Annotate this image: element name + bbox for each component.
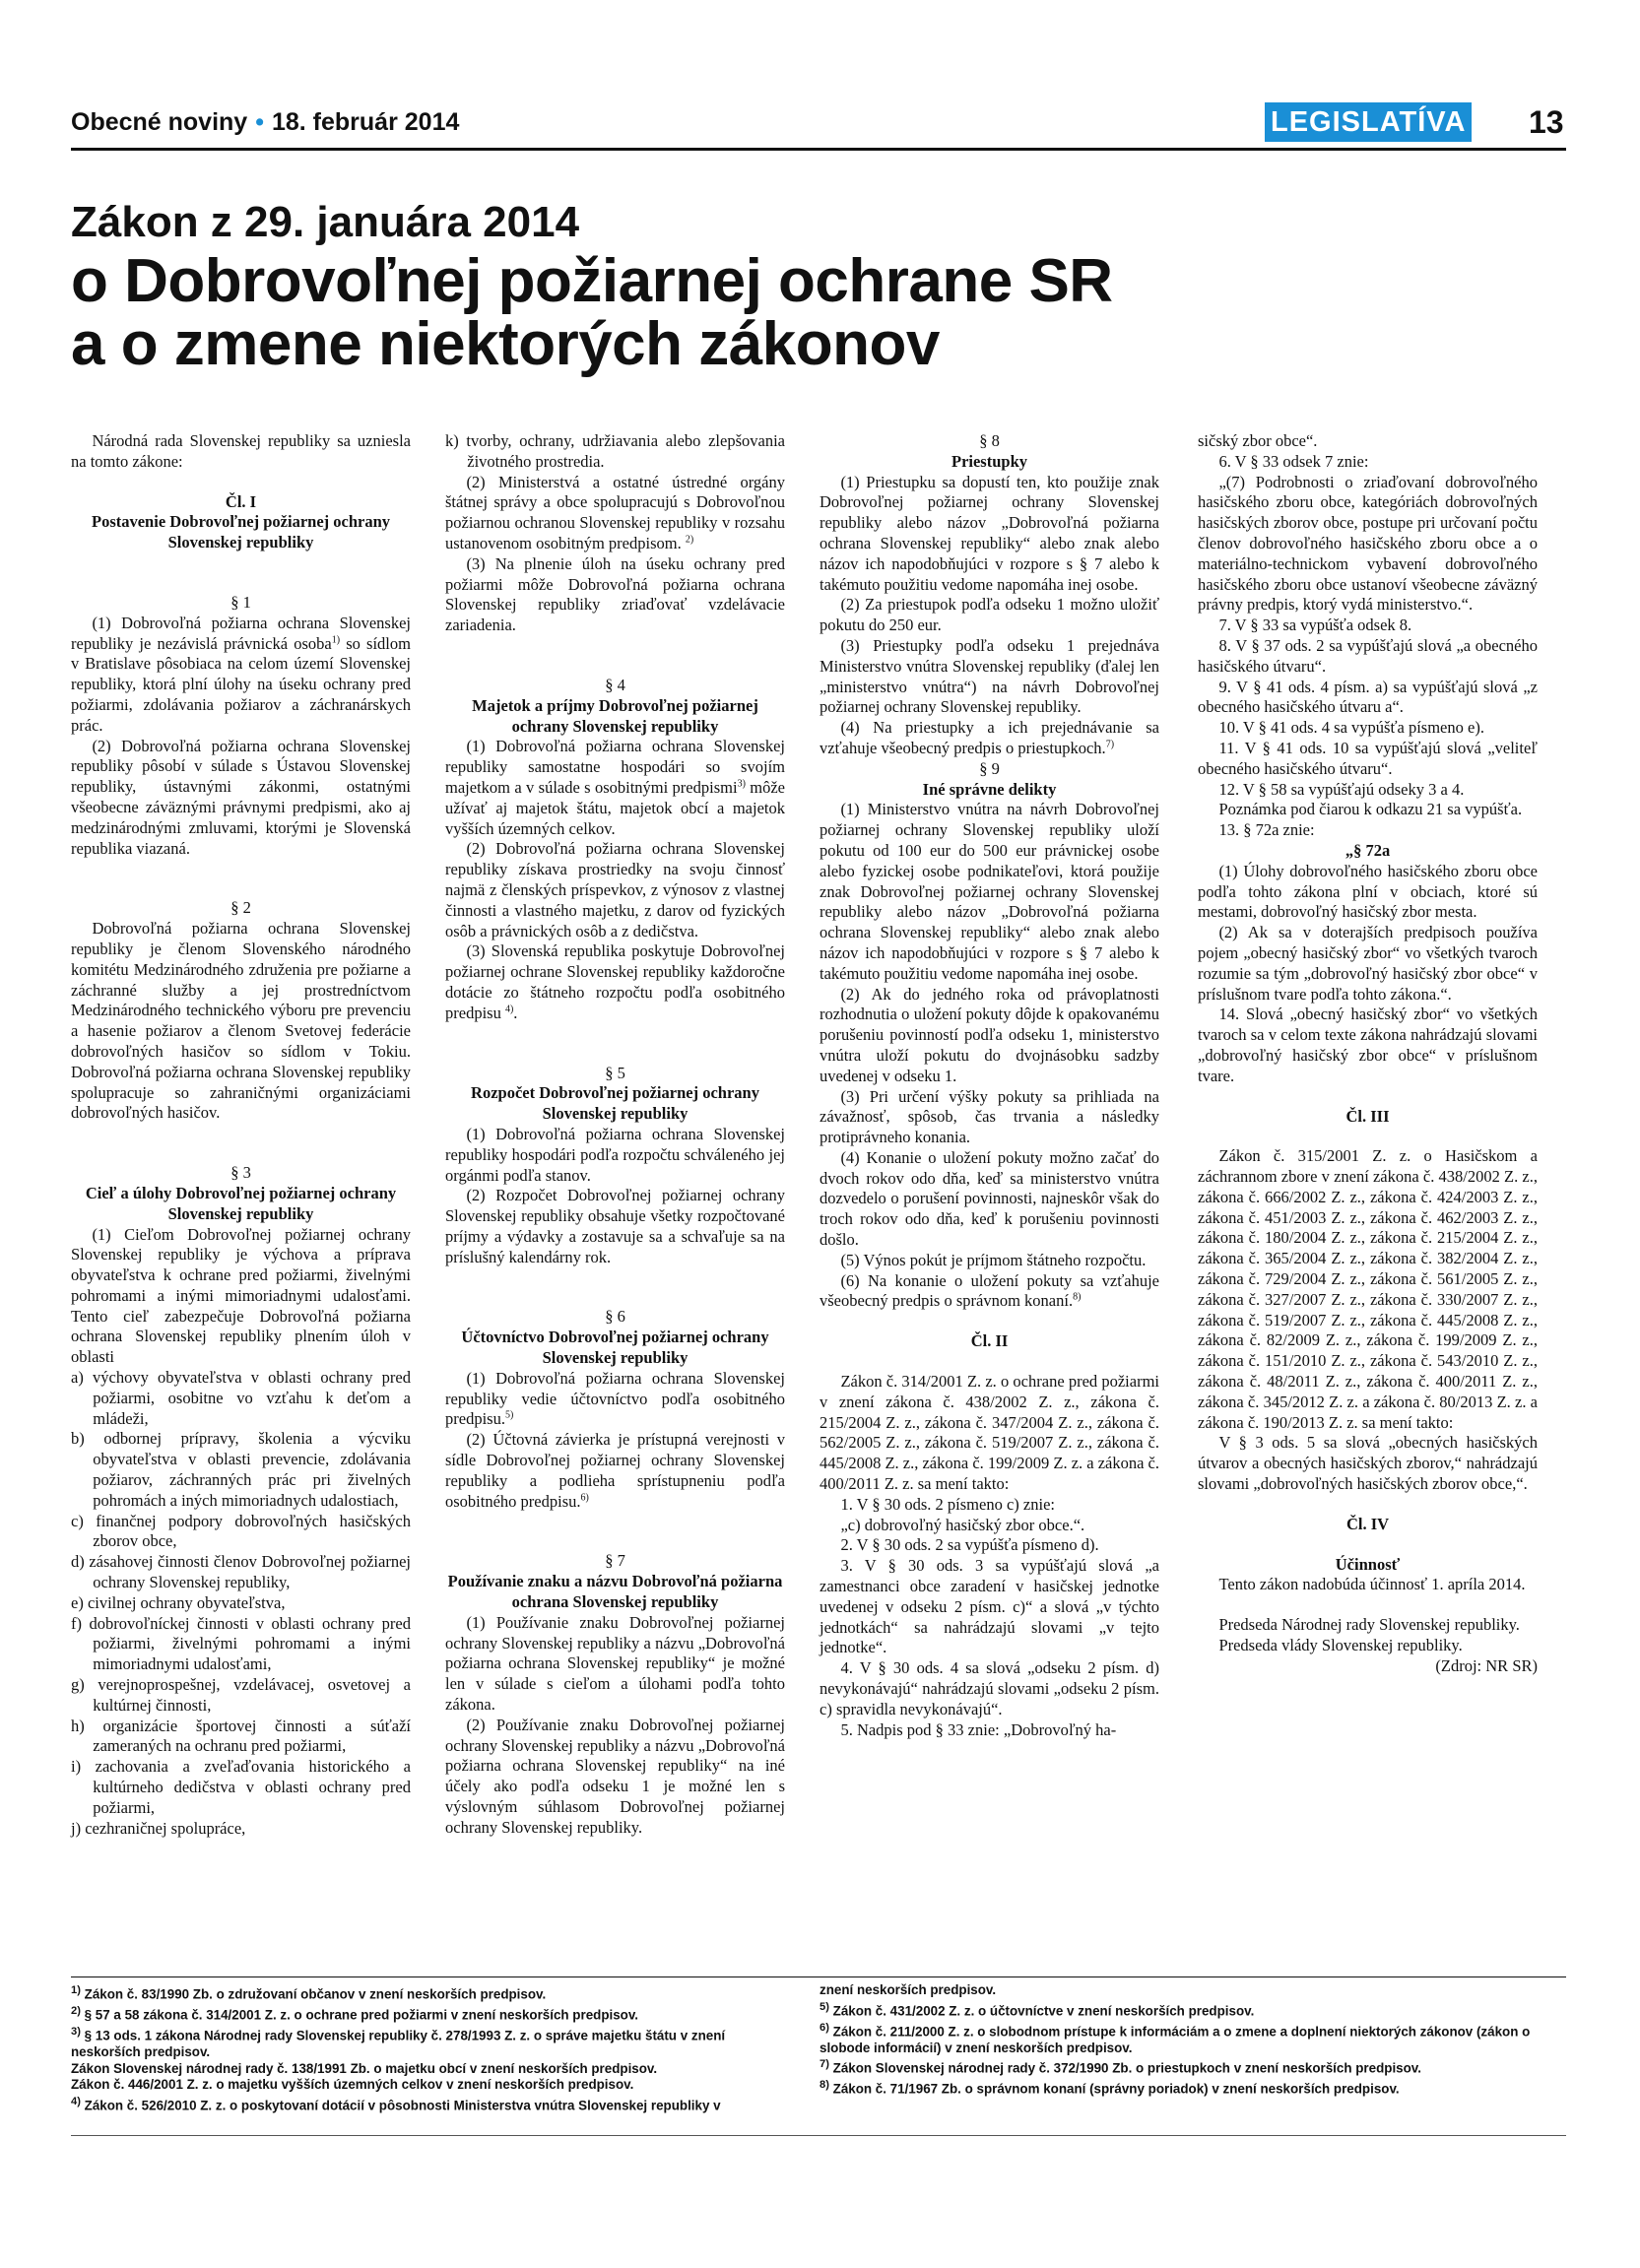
paragraph: (1) Ministerstvo vnútra na návrh Dobrovoľnej požiarnej ochrany Slovenskej republiky uloží pokutu od 100 eur do 500 eur právnickej osobe alebo fyzickej osobe podnikateľovi, ktorá použije znak Dobrovoľnej požiarnej ochrany Slovenskej republiky alebo názov „Dobrovoľná požiarna ochrana Slovenskej republiky“ alebo znak alebo názov ich napodobňujúci v rozpore s § 7 alebo k takémuto použitiu vedome napomáha inej osobe.	[820, 800, 1159, 983]
section-heading-4: § 4	[605, 675, 625, 694]
section-heading-8-title: Priestupky	[951, 451, 1027, 471]
amendment-quote: „c) dobrovoľný hasičský zbor obce.“.	[840, 1515, 1085, 1534]
footnote: $^{3)}$ § 13 ods. 1 zákona Národnej rady Slovenskej republiky č. 278/1993 Z. z. o správe majetku štátu v znení neskorších predpisov.	[71, 2026, 726, 2060]
section-heading-7: § 7	[605, 1551, 625, 1571]
paragraph: (3) Na plnenie úloh na úseku ochrany pred požiarmi môže Dobrovoľná požiarna ochrana Slovenskej republiky zriaďovať vzdelávacie zariadenia.	[445, 553, 785, 635]
section-heading-3: § 3	[230, 1163, 251, 1183]
paragraph: (2) Ak do jedného roka od právoplatnosti rozhodnutia o uložení pokuty dôjde k opakovanému porušeniu povinností podľa odseku 1, ministerstvo vnútra uloží pokutu do dvojnásobku sadzby uvedenej v odseku 1.	[820, 984, 1159, 1085]
section-heading-5: § 5	[605, 1063, 625, 1082]
source-credit: (Zdroj: NR SR)	[1435, 1655, 1538, 1675]
footnote: $^{5)}$ Zákon č. 431/2002 Z. z. o účtovníctve v znení neskorších predpisov.	[820, 2000, 1255, 2019]
paragraph: (2) Za priestupok podľa odseku 1 možno uložiť pokutu do 250 eur.	[820, 595, 1159, 635]
article-heading-1: Čl. I	[225, 491, 257, 511]
footnotes-left	[71, 1982, 790, 2114]
footnote-ref: 7)	[1105, 739, 1115, 750]
footnote: $^{2)}$ § 57 a 58 zákona č. 314/2001 Z. z. o ochrane pred požiarmi v znení neskorších predpisov.	[71, 2005, 639, 2023]
section-heading-5-title: Rozpočet Dobrovoľnej požiarnej ochrany Slovenskej republiky	[471, 1083, 759, 1124]
section-heading-2: § 2	[230, 898, 251, 918]
section-heading-7-title: Používanie znaku a názvu Dobrovoľná požiarna ochrana Slovenskej republiky	[447, 1572, 783, 1612]
text-column-2	[445, 431, 785, 1839]
footnote: $^{8)}$ Zákon č. 71/1967 Zb. o správnom konaní (správny poriadok) v znení neskorších predpisov.	[820, 2079, 1400, 2097]
footnote: $^{1)}$ Zákon č. 83/1990 Zb. o združovaní občanov v znení neskorších predpisov.	[71, 1984, 547, 2002]
amendment-item: 14. Slová „obecný hasičský zbor“ vo všetkých tvaroch sa v celom texte zákona nahrádzajú slovami „dobrovoľný hasičský zbor obce“ v príslušnom tvare.	[1198, 1004, 1538, 1085]
list-item: f) dobrovoľníckej činnosti v oblasti ochrany pred požiarmi, živelnými pohromami a inými mimoriadnymi udalosťami,	[71, 1613, 411, 1674]
intro-paragraph: Národná rada Slovenskej republiky sa uzniesla na tomto zákone:	[71, 431, 411, 471]
article-subtitle: Zákon z 29. januára 2014	[71, 198, 580, 246]
footnote: $^{6)}$ Zákon č. 211/2000 Z. z. o slobodnom prístupe k informáciám a o zmene a doplnení niektorých zákonov (zákon o slobode informácií) v znení neskorších predpisov.	[820, 2021, 1531, 2055]
article-heading-2: Čl. II	[970, 1331, 1009, 1351]
section-heading-9-title: Iné správne delikty	[922, 779, 1057, 799]
amendment-item: 7. V § 33 sa vypúšťa odsek 8.	[1218, 616, 1412, 635]
paragraph: (3) Priestupky podľa odseku 1 prejednáva Ministerstvo vnútra Slovenskej republiky (ďalej len „ministerstvo vnútra“) na návrh Dobrovoľnej požiarnej ochrany Slovenskej republiky.	[820, 635, 1159, 717]
paragraph: V § 3 ods. 5 sa slová „obecných hasičských útvarov a obecných hasičských zborov,“ nahrádzajú slovami „dobrovoľných hasičských zborov obce,“.	[1198, 1433, 1538, 1494]
article-heading-1-title: Postavenie Dobrovoľnej požiarnej ochrany Slovenskej republiky	[91, 512, 391, 552]
footnote: $^{7)}$ Zákon Slovenskej národnej rady č. 372/1990 Zb. o priestupkoch v znení neskorších predpisov.	[820, 2058, 1421, 2076]
paragraph: (1) Úlohy dobrovoľného hasičského zboru obce podľa tohto zákona plní v obciach, ktoré sú mestami, dobrovoľný hasičský zbor mesta.	[1198, 861, 1538, 922]
amendment-item: 4. V § 30 ods. 4 sa slová „odseku 2 písm. d) nevykonávajú“ nahrádzajú slovami „odseku 2 písm. c) spravidla nevykonávajú“.	[820, 1658, 1159, 1718]
footnote: znení neskorších predpisov.	[820, 1982, 997, 1997]
issue-date: 18. február 2014	[271, 108, 460, 136]
footnote: Zákon č. 446/2001 Z. z. o majetku vyšších územných celkov v znení neskorších predpisov.	[71, 2077, 634, 2093]
section-heading-1: § 1	[230, 592, 251, 612]
amendment-item: 10. V § 41 ods. 4 sa vypúšťa písmeno e).	[1218, 718, 1484, 738]
paragraph: (1) Dobrovoľná požiarna ochrana Slovenskej republiky je nezávislá právnická osoba$^{1)}$ so sídlom v Bratislave pôsobiaca na celom území Slovenskej republiky, ktorá plní úlohy na úseku ochrany pred požiarmi, zdolávania požiarov a záchranárskych prác.	[71, 613, 411, 735]
section-badge: LEGISLATÍVA	[1265, 102, 1472, 142]
text-column-3	[820, 431, 1159, 1740]
paragraph: (5) Výnos pokút je príjmom štátneho rozpočtu.	[840, 1250, 1147, 1269]
paragraph: (2) Používanie znaku Dobrovoľnej požiarnej ochrany Slovenskej republiky a názvu „Dobrovoľná požiarna ochrana Slovenskej republiky“ na iné účely ako podľa odseku 1 je možné len s výslovným súhlasom Dobrovoľnej požiarnej ochrany Slovenskej republiky.	[445, 1715, 785, 1837]
amendment-item: 3. V § 30 ods. 3 sa vypúšťajú slová „a zamestnanci obce zaradení v hasičskej jednotke uvedenej v odseku 2 písm. c)“ a slová „v týchto jednotkách“ sa nahrádzajú slovami „v tejto jednotke“.	[820, 1556, 1159, 1657]
paragraph: (4) Na priestupky a ich prejednávanie sa vzťahuje všeobecný predpis o priestupkoch.$^{7)}$	[820, 718, 1159, 757]
amendment-item: 13. § 72a znie:	[1218, 820, 1315, 840]
amendment-item: 6. V § 33 odsek 7 znie:	[1218, 451, 1369, 471]
paragraph: (3) Pri určení výšky pokuty sa prihliada na závažnosť, spôsob, čas trvania a následky protiprávneho konania.	[820, 1086, 1159, 1147]
paragraph: (4) Konanie o uložení pokuty možno začať do dvoch rokov odo dňa, keď sa ministerstvo vnútra dozvedelo o porušení povinnosti, najneskôr však do troch rokov odo dňa, keď k porušeniu povinnosti došlo.	[820, 1147, 1159, 1250]
list-item: i) zachovania a zveľaďovania historického a kultúrneho dedičstva v oblasti ochrany pred požiarmi,	[71, 1757, 411, 1817]
amendment-item: 12. V § 58 sa vypúšťajú odseky 3 a 4.	[1218, 779, 1465, 799]
section-heading-8: § 8	[979, 431, 1000, 450]
paragraph: Tento zákon nadobúda účinnosť 1. apríla 2014.	[1218, 1575, 1526, 1594]
signature-line: Predseda vlády Slovenskej republiky.	[1218, 1636, 1463, 1655]
section-heading-6: § 6	[605, 1307, 625, 1327]
footnote-ref: 1)	[331, 634, 341, 646]
paragraph: (2) Ministerstvá a ostatné ústredné orgány štátnej správy a obce spolupracujú s Dobrovoľnou požiarnou ochranou Slovenskej republiky v rozsahu ustanovenom osobitným predpisom. $^{2)}$	[445, 472, 785, 552]
article-heading-4-title: Účinnosť	[1335, 1554, 1401, 1574]
list-item: g) verejnoprospešnej, vzdelávacej, osvetovej a kultúrnej činnosti,	[71, 1675, 411, 1715]
publication-name: Obecné noviny	[71, 108, 248, 136]
footnotes-right	[820, 1982, 1539, 2098]
signature-line: Predseda Národnej rady Slovenskej republiky.	[1218, 1615, 1520, 1635]
paragraph: (2) Dobrovoľná požiarna ochrana Slovenskej republiky získava prostriedky na svoju činnosť najmä z členských príspevkov, z výnosov z vlastnej činnosti a vlastného majetku, z darov od fyzických osôb a právnických osôb a z dedičstva.	[445, 839, 785, 940]
footnote: Zákon Slovenskej národnej rady č. 138/1991 Zb. o majetku obcí v znení neskorších predpisov.	[71, 2060, 658, 2076]
article-title	[71, 247, 1113, 378]
section-heading-3-title: Cieľ a úlohy Dobrovoľnej požiarnej ochrany Slovenskej republiky	[85, 1183, 397, 1223]
paragraph: (2) Účtovná závierka je prístupná verejnosti v sídle Dobrovoľnej požiarnej ochrany Slovenskej republiky a podlieha sprístupneniu podľa osobitného predpisu.$^{6)}$	[445, 1430, 785, 1511]
article-heading-3: Čl. III	[1345, 1106, 1390, 1126]
list-item: a) výchovy obyvateľstva v oblasti ochrany pred požiarmi, osobitne vo vzťahu k deťom a mládeži,	[71, 1368, 411, 1428]
bottom-rule	[71, 2135, 1566, 2136]
paragraph: (1) Dobrovoľná požiarna ochrana Slovenskej republiky hospodári podľa rozpočtu schváleného jej orgánmi podľa stanov.	[445, 1124, 785, 1185]
paragraph: Zákon č. 315/2001 Z. z. o Hasičskom a záchrannom zbore v znení zákona č. 438/2002 Z. z., zákona č. 666/2002 Z. z., zákona č. 424/2003 Z. z., zákona č. 451/2003 Z. z., zákona č. 462/2003 Z. z., zákona č. 180/2004 Z. z., zákona č. 215/2004 Z. z., zákona č. 365/2004 Z. z., zákona č. 382/2004 Z. z., zákona č. 729/2004 Z. z., zákona č. 561/2005 Z. z., zákona č. 327/2007 Z. z., zákona č. 330/2007 Z. z., zákona č. 519/2007 Z. z., zákona č. 445/2008 Z. z., zákona č. 82/2009 Z. z., zákona č. 199/2009 Z. z., zákona č. 151/2010 Z. z., zákona č. 543/2010 Z. z., zákona č. 48/2011 Z. z., zákona č. 400/2011 Z. z., zákona č. 345/2012 Z. z. a zákona č. 80/2013 Z. z. a zákona č. 190/2013 Z. z. sa mení takto:	[1198, 1146, 1538, 1432]
paragraph: (2) Rozpočet Dobrovoľnej požiarnej ochrany Slovenskej republiky obsahuje všetky rozpočtované príjmy a výdavky a zostavuje sa a schvaľuje sa na príslušný kalendárny rok.	[445, 1186, 785, 1266]
footnote-ref: 4)	[504, 1004, 514, 1015]
amendment-item: Poznámka pod čiarou k odkazu 21 sa vypúšťa.	[1218, 800, 1523, 819]
paragraph: (6) Na konanie o uložení pokuty sa vzťahuje všeobecný predpis o správnom konaní.$^{8)}$	[820, 1270, 1159, 1311]
section-heading-9: § 9	[979, 758, 1000, 778]
list-item: c) finančnej podpory dobrovoľných hasičských zborov obce,	[71, 1511, 411, 1551]
paragraph: (3) Slovenská republika poskytuje Dobrovoľnej požiarnej ochrane Slovenskej republiky každoročne dotácie zo štátneho rozpočtu podľa osobitného predpisu $^{4)}$.	[445, 941, 785, 1022]
list-item: h) organizácie športovej činnosti a súťaží zameraných na ochranu pred požiarmi,	[71, 1716, 411, 1756]
list-item: e) civilnej ochrany obyvateľstva,	[71, 1592, 286, 1612]
amendment-item: 9. V § 41 ods. 4 písm. a) sa vypúšťajú slová „z obecného hasičského útvaru a“.	[1198, 677, 1538, 717]
paragraph: (1) Priestupku sa dopustí ten, kto použije znak Dobrovoľnej požiarnej ochrany Slovenskej republiky alebo názov „Dobrovoľná požiarna ochrana Slovenskej republiky“ alebo znak alebo názov ich napodobňujúci v rozpore s § 7 alebo k takémuto použitiu vedome napomáha inej osobe.	[820, 472, 1159, 594]
amendment-item: 8. V § 37 ods. 2 sa vypúšťajú slová „a obecného hasičského útvaru“.	[1198, 635, 1538, 676]
list-item: b) odbornej prípravy, školenia a výcviku obyvateľstva v oblasti prevencie, zdolávania požiarov, záchranných prác pri živelných pohromách a iných mimoriadnych udalostiach,	[71, 1429, 411, 1510]
paragraph: (1) Používanie znaku Dobrovoľnej požiarnej ochrany Slovenskej republiky a názvu „Dobrovoľná požiarna ochrana Slovenskej republiky“ je možné len v súlade s cieľom a úlohami podľa tohto zákona.	[445, 1612, 785, 1715]
paragraph: (1) Dobrovoľná požiarna ochrana Slovenskej republiky vedie účtovníctvo podľa osobitného predpisu.$^{5)}$	[445, 1368, 785, 1429]
article-title-line1: o Dobrovoľnej požiarnej ochrane SR	[71, 247, 1113, 315]
amendment-item: 11. V § 41 ods. 10 sa vypúšťajú slová „veliteľ obecného hasičského útvaru“.	[1198, 738, 1538, 778]
amendment-continued: sičský zbor obce“.	[1198, 431, 1318, 450]
page-header	[71, 108, 459, 137]
footnote: $^{4)}$ Zákon č. 526/2010 Z. z. o poskytovaní dotácií v pôsobnosti Ministerstva vnútra Slovenskej republiky v	[71, 2095, 721, 2113]
paragraph: (2) Ak sa v doterajších predpisoch používa pojem „obecný hasičský zbor“ vo všetkých tvaroch rozumie sa tým „dobrovoľný hasičský zbor obce“ v príslušnom tvare podľa tohto zákona.“.	[1198, 923, 1538, 1004]
amendment-quote: „(7) Podrobnosti o zriaďovaní dobrovoľného hasičského zboru obce, kategóriách dobrovoľných hasičských zborov obce, postupe pri určovaní počtu členov dobrovoľného hasičského zboru obce a o materiálno-technickom vybavení dobrovoľného hasičského zboru obce ustanoví všeobecne záväzný právny predpis, ktorý vydá ministerstvo.“.	[1198, 472, 1538, 615]
list-item: j) cezhraničnej spolupráce,	[71, 1818, 246, 1838]
section-heading-4-title: Majetok a príjmy Dobrovoľnej požiarnej ochrany Slovenskej republiky	[472, 695, 758, 736]
separator-dot: •	[255, 108, 264, 136]
article-heading-4: Čl. IV	[1345, 1514, 1390, 1533]
paragraph: (1) Cieľom Dobrovoľnej požiarnej ochrany Slovenskej republiky je výchova a príprava obyvateľstva k ochrane pred požiarmi, živelnými pohromami a inými mimoriadnymi udalosťami. Tento cieľ zabezpečuje Dobrovoľná požiarna ochrana Slovenskej republiky plnením úloh v oblasti	[71, 1224, 411, 1367]
paragraph: (1) Dobrovoľná požiarna ochrana Slovenskej republiky samostatne hospodári so svojím majetkom a v súlade s osobitnými predpismi$^{3)}$ môže užívať aj majetok štátu, majetok obcí a majetok vyšších územných celkov.	[445, 737, 785, 838]
section-heading-72a: „§ 72a	[1345, 840, 1391, 860]
paragraph: (2) Dobrovoľná požiarna ochrana Slovenskej republiky pôsobí v súlade s Ústavou Slovenskej republiky, ústavnými zákonmi, ostatnými všeobecne záväznými právnymi predpismi, ako aj medzinárodnými zmluvami, ktorými je Slovenská republika viazaná.	[71, 736, 411, 858]
text-column-1	[71, 431, 411, 1839]
paragraph: Dobrovoľná požiarna ochrana Slovenskej republiky je členom Slovenského národného komitétu Medzinárodného združenia pre požiarne a záchranné služby a jej prostredníctvom Medzinárodného technického výboru pre prevenciu a hasenie požiarov a členom Svetovej federácie dobrovoľných hasičov so sídlom v Tokiu. Dobrovoľná požiarna ochrana Slovenskej republiky spolupracuje so zahraničnými organizáciami dobrovoľných hasičov.	[71, 919, 411, 1123]
footnote-ref: 8)	[1073, 1291, 1082, 1303]
section-heading-6-title: Účtovníctvo Dobrovoľnej požiarnej ochrany Slovenskej republiky	[461, 1328, 769, 1368]
footnote-rule	[71, 1976, 1566, 1977]
footnote-ref: 5)	[504, 1409, 514, 1421]
footnote-ref: 3)	[737, 778, 746, 790]
header-rule	[71, 148, 1566, 151]
text-column-4	[1198, 431, 1538, 1677]
footnote-ref: 2)	[685, 534, 694, 546]
amendment-item: 2. V § 30 ods. 2 sa vypúšťa písmeno d).	[840, 1535, 1099, 1555]
list-item: d) zásahovej činnosti členov Dobrovoľnej požiarnej ochrany Slovenskej republiky,	[71, 1552, 411, 1592]
amendment-item: 5. Nadpis pod § 33 znie: „Dobrovoľný ha-	[840, 1719, 1117, 1739]
paragraph: Zákon č. 314/2001 Z. z. o ochrane pred požiarmi v znení zákona č. 438/2002 Z. z., zákona č. 215/2004 Z. z., zákona č. 347/2004 Z. z., zákona č. 562/2005 Z. z., zákona č. 519/2007 Z. z., zákona č. 445/2008 Z. z., zákona č. 199/2009 Z. z. a zákona č. 400/2011 Z. z. sa mení takto:	[820, 1372, 1160, 1494]
amendment-item: 1. V § 30 ods. 2 písmeno c) znie:	[840, 1494, 1055, 1514]
page-number: 13	[1529, 104, 1564, 140]
list-item: k) tvorby, ochrany, udržiavania alebo zlepšovania životného prostredia.	[445, 431, 785, 471]
article-title-line2: a o zmene niektorých zákonov	[71, 310, 940, 378]
footnote-ref: 6)	[580, 1492, 589, 1504]
